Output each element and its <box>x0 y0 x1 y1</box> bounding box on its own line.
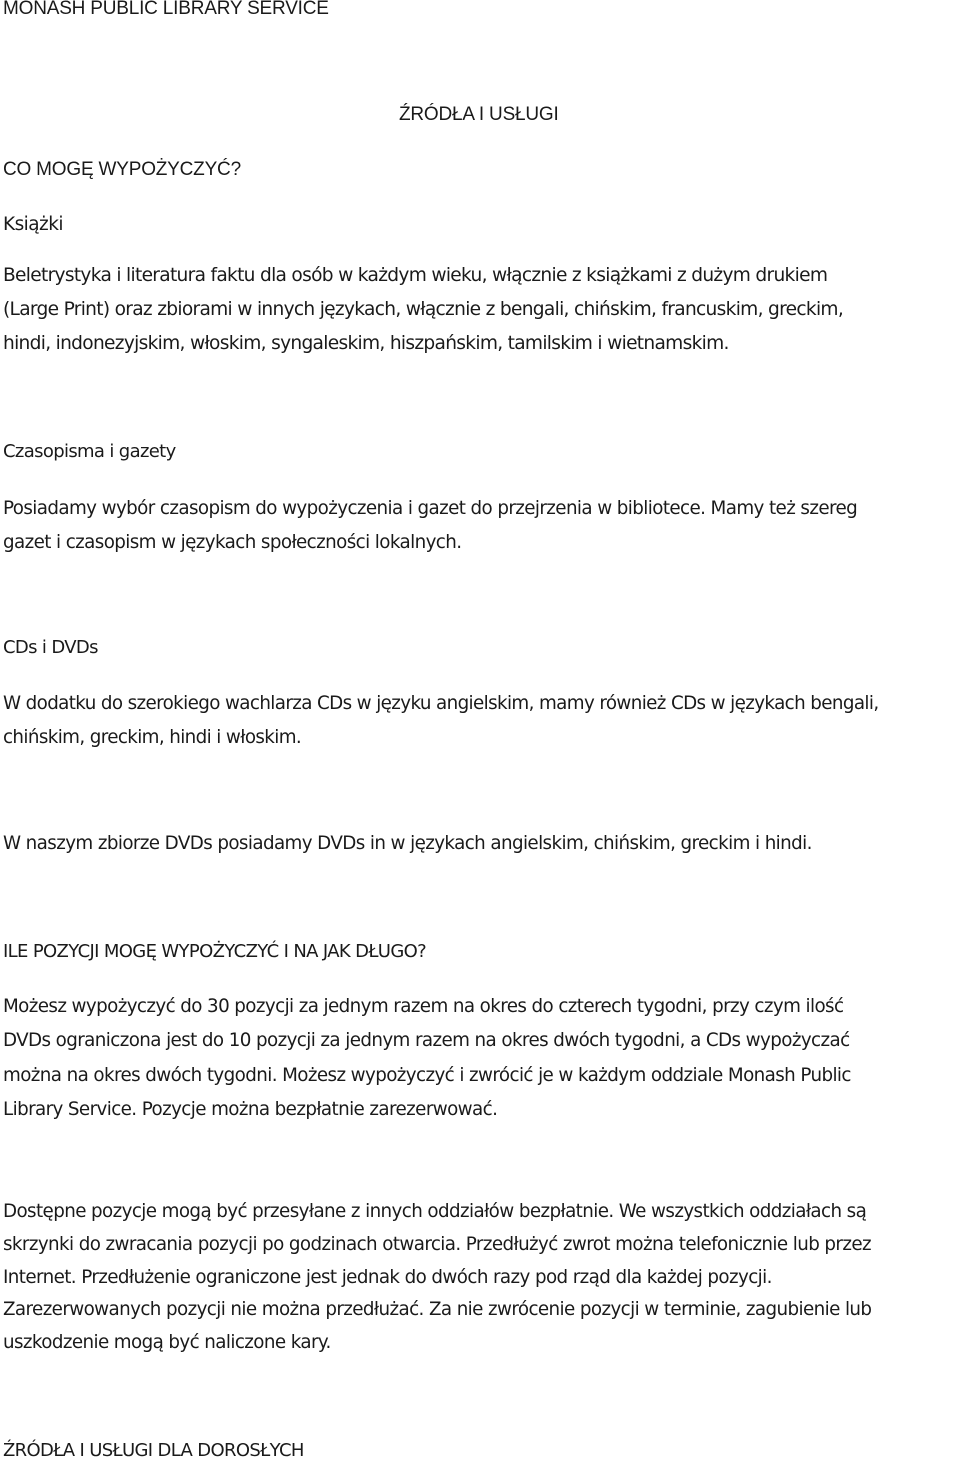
section-title: ŹRÓDŁA I USŁUGI <box>399 104 559 125</box>
loans-paragraph-2 <box>3 1196 958 1360</box>
loans-line: skrzynki do zwracania pozycji po godzinach otwarcia. Przedłużyć zwrot można telefonicznie lub przez <box>3 1233 871 1255</box>
books-heading: Książki <box>3 214 63 235</box>
magazines-line: Posiadamy wybór czasopism do wypożyczenia i gazet do przejrzenia w bibliotece. Mamy też szereg <box>3 498 858 519</box>
loans-line: Zarezerwowanych pozycji nie można przedłużać. Za nie zwrócenie pozycji w terminie, zagubienie lub <box>3 1299 872 1321</box>
org-title: MONASH PUBLIC LIBRARY SERVICE <box>3 0 329 19</box>
loans-heading: ILE POZYCJI MOGĘ WYPOŻYCZYĆ I NA JAK DŁUGO? <box>3 941 427 962</box>
cd-line: W dodatku do szerokiego wachlarza CDs w języku angielskim, mamy również CDs w językach bengali, <box>3 693 879 714</box>
books-paragraph <box>3 259 958 361</box>
media-heading: CDs i DVDs <box>3 637 98 658</box>
borrow-heading: CO MOGĘ WYPOŻYCZYĆ? <box>3 159 241 180</box>
cd-paragraph <box>3 687 958 755</box>
loans-line: Library Service. Pozycje można bezpłatnie zarezerwować. <box>3 1098 498 1120</box>
books-line: (Large Print) oraz zbiorami w innych językach, włącznie z bengali, chińskim, francuskim, greckim, <box>3 299 844 320</box>
magazines-paragraph <box>3 492 958 560</box>
loans-line: Dostępne pozycje mogą być przesyłane z innych oddziałów bezpłatnie. We wszystkich oddziałach są <box>3 1201 867 1222</box>
books-line: Beletrystyka i literatura faktu dla osób w każdym wieku, włącznie z książkami z dużym drukiem <box>3 265 828 286</box>
magazines-line: gazet i czasopism w językach społeczności lokalnych. <box>3 532 462 553</box>
loans-line: można na okres dwóch tygodni. Możesz wypożyczyć i zwrócić je w każdym oddziale Monash Public <box>3 1064 851 1086</box>
books-line: hindi, indonezyjskim, włoskim, syngaleskim, hiszpańskim, tamilskim i wietnamskim. <box>3 333 729 354</box>
loans-paragraph-1 <box>3 990 958 1127</box>
magazines-heading: Czasopisma i gazety <box>3 441 176 462</box>
loans-line: DVDs ograniczona jest do 10 pozycji za jednym razem na okres dwóch tygodni, a CDs wypożyczać <box>3 1030 850 1052</box>
loans-line: Możesz wypożyczyć do 30 pozycji za jednym razem na okres do czterech tygodni, przy czym ilość <box>3 996 844 1017</box>
footer-heading: ŹRÓDŁA I USŁUGI DLA DOROSŁYCH <box>3 1440 304 1461</box>
cd-line: chińskim, greckim, hindi i włoskim. <box>3 727 302 748</box>
dvd-line: W naszym zbiorze DVDs posiadamy DVDs in w językach angielskim, chińskim, greckim i hindi. <box>3 833 812 854</box>
loans-line: uszkodzenie mogą być naliczone kary. <box>3 1332 331 1354</box>
loans-line: Internet. Przedłużenie ograniczone jest jednak do dwóch razy pod rząd dla każdej pozycji. <box>3 1266 772 1288</box>
